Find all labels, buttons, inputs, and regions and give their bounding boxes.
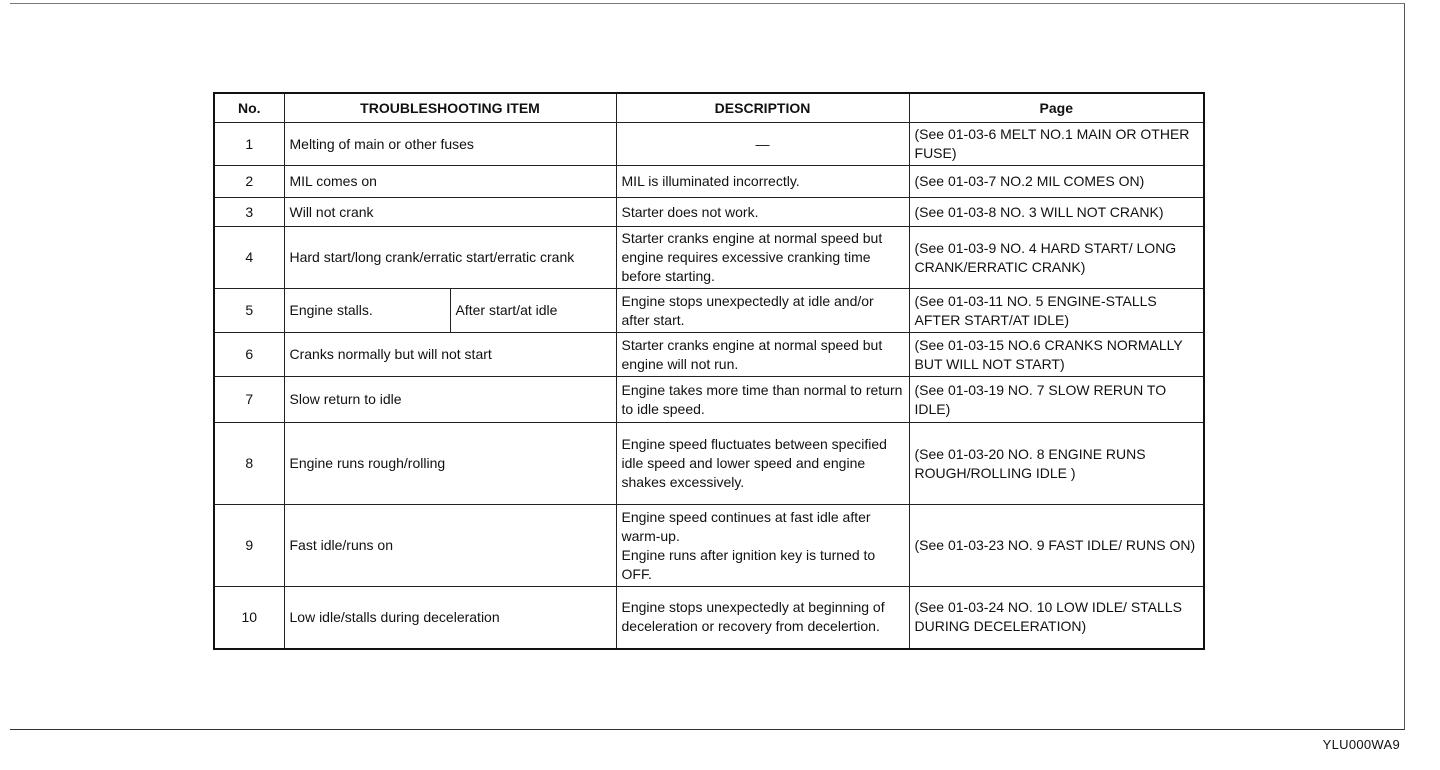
row-item: Slow return to idle (284, 377, 616, 423)
row-no: 1 (214, 123, 284, 166)
row-description: Engine stops unexpectedly at idle and/or after start. (616, 289, 909, 333)
row-no: 8 (214, 423, 284, 505)
row-page: (See 01-03-11 NO. 5 ENGINE-STALLS AFTER START/AT IDLE) (909, 289, 1204, 333)
row-description: Engine takes more time than normal to return to idle speed. (616, 377, 909, 423)
header-page: Page (909, 93, 1204, 123)
row-description: Starter cranks engine at normal speed but engine will not run. (616, 333, 909, 377)
row-item: Low idle/stalls during deceleration (284, 587, 616, 649)
row-item: Engine stalls. (284, 289, 450, 333)
row-description: Starter cranks engine at normal speed but engine requires excessive cranking time before starting. (616, 227, 909, 289)
row-no: 3 (214, 198, 284, 227)
row-no: 10 (214, 587, 284, 649)
row-page: (See 01-03-7 NO.2 MIL COMES ON) (909, 166, 1204, 198)
table-header-row (214, 93, 1204, 123)
row-item: Melting of main or other fuses (284, 123, 616, 166)
table-row (214, 289, 1204, 333)
table-row (214, 227, 1204, 289)
row-page: (See 01-03-15 NO.6 CRANKS NORMALLY BUT WILL NOT START) (909, 333, 1204, 377)
row-description: — (616, 123, 909, 166)
table-row (214, 587, 1204, 649)
row-description: Starter does not work. (616, 198, 909, 227)
table-row (214, 333, 1204, 377)
row-description-line: Engine runs after ignition key is turned to OFF. (621, 546, 876, 582)
row-description: MIL is illuminated incorrectly. (616, 166, 909, 198)
row-description-line: Engine speed continues at fast idle after warm-up. (621, 508, 871, 544)
troubleshooting-table (213, 92, 1205, 650)
row-item: Fast idle/runs on (284, 505, 616, 587)
row-description (616, 505, 909, 587)
document-id: YLU000WA9 (1322, 737, 1400, 752)
row-page: (See 01-03-6 MELT NO.1 MAIN OR OTHER FUSE) (909, 123, 1204, 166)
header-no: No. (214, 93, 284, 123)
row-no: 2 (214, 166, 284, 198)
table-row (214, 377, 1204, 423)
row-no: 5 (214, 289, 284, 333)
table-row (214, 423, 1204, 505)
row-page: (See 01-03-23 NO. 9 FAST IDLE/ RUNS ON) (909, 505, 1204, 587)
row-item: Will not crank (284, 198, 616, 227)
header-description: DESCRIPTION (616, 93, 909, 123)
header-item: TROUBLESHOOTING ITEM (284, 93, 616, 123)
table-row (214, 166, 1204, 198)
row-item: Cranks normally but will not start (284, 333, 616, 377)
row-item: Engine runs rough/rolling (284, 423, 616, 505)
row-item: MIL comes on (284, 166, 616, 198)
row-page: (See 01-03-20 NO. 8 ENGINE RUNS ROUGH/ROLLING IDLE ) (909, 423, 1204, 505)
table-row (214, 123, 1204, 166)
row-item: Hard start/long crank/erratic start/erratic crank (284, 227, 616, 289)
row-page: (See 01-03-8 NO. 3 WILL NOT CRANK) (909, 198, 1204, 227)
row-description: Engine stops unexpectedly at beginning of deceleration or recovery from decelertion. (616, 587, 909, 649)
row-no: 9 (214, 505, 284, 587)
row-description: Engine speed fluctuates between specified idle speed and lower speed and engine shakes excessively. (616, 423, 909, 505)
row-page: (See 01-03-9 NO. 4 HARD START/ LONG CRANK/ERRATIC CRANK) (909, 227, 1204, 289)
row-no: 6 (214, 333, 284, 377)
table-row (214, 198, 1204, 227)
row-subitem: After start/at idle (450, 289, 616, 333)
row-no: 7 (214, 377, 284, 423)
row-page: (See 01-03-19 NO. 7 SLOW RERUN TO IDLE) (909, 377, 1204, 423)
row-no: 4 (214, 227, 284, 289)
row-page: (See 01-03-24 NO. 10 LOW IDLE/ STALLS DURING DECELERATION) (909, 587, 1204, 649)
table-row (214, 505, 1204, 587)
